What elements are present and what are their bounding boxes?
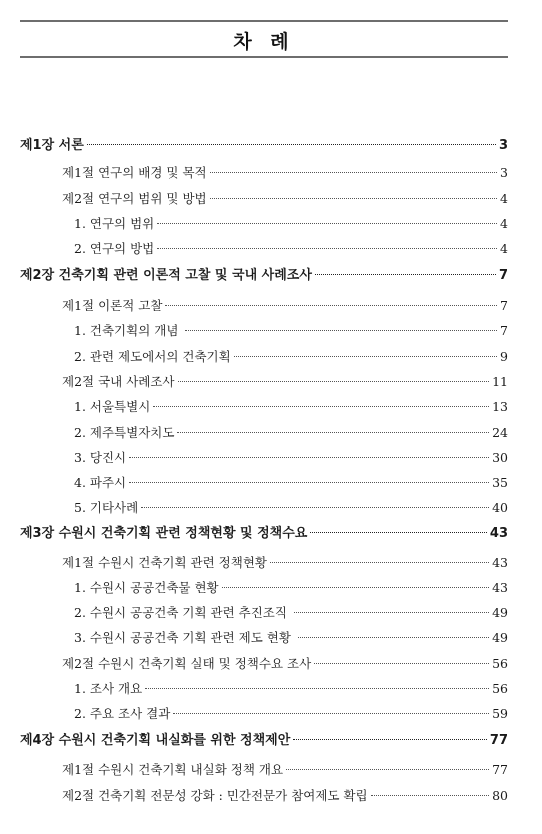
entry-title: 1. 조사 개요 [74, 681, 143, 696]
subsection-entry[interactable] [74, 679, 508, 699]
entry-title: 제2장 건축기획 관련 이론적 고찰 및 국내 사례조사 [20, 268, 312, 283]
entry-title: 제1장 서론 [20, 138, 84, 153]
dot-leader [314, 663, 489, 664]
subsection-entry[interactable] [74, 473, 508, 493]
subsection-entry[interactable] [74, 498, 508, 518]
page-number: 13 [492, 399, 508, 414]
dot-leader [165, 305, 497, 306]
page-number: 56 [492, 681, 508, 696]
section-entry[interactable] [62, 553, 508, 573]
dot-leader [129, 482, 489, 483]
page-number: 59 [492, 706, 508, 721]
title-bottom-rule [20, 56, 508, 58]
entry-title: 1. 수원시 공공건축물 현황 [74, 580, 219, 595]
subsection-entry[interactable] [74, 397, 508, 417]
page-number: 43 [489, 526, 508, 541]
page-title: 차 례 [233, 31, 295, 53]
entry-title: 3. 당진시 [74, 450, 127, 465]
entry-title: 제1절 수원시 건축기획 내실화 정책 개요 [62, 762, 284, 777]
entry-title: 2. 연구의 방법 [74, 241, 155, 256]
subsection-entry[interactable] [74, 423, 508, 443]
entry-title: 3. 수원시 공공건축 기획 관련 제도 현황 [74, 630, 295, 645]
section-entry[interactable] [62, 760, 508, 780]
page-number: 43 [492, 555, 508, 570]
entry-title: 제2절 건축기획 전문성 강화 : 민간전문가 참여제도 확립 [62, 788, 368, 803]
dot-leader [210, 198, 497, 199]
chapter-entry[interactable] [20, 524, 508, 544]
entry-title: 제2절 국내 사례조사 [62, 374, 175, 389]
section-entry[interactable] [62, 654, 508, 674]
dot-leader [310, 532, 487, 533]
section-entry[interactable] [62, 372, 508, 392]
entry-title: 4. 파주시 [74, 475, 127, 490]
dot-leader [173, 713, 489, 714]
dot-leader [153, 406, 489, 407]
page-number: 24 [492, 425, 508, 440]
page-number: 4 [500, 216, 508, 231]
dot-leader [145, 688, 489, 689]
dot-leader [222, 587, 489, 588]
page-number: 9 [500, 349, 508, 364]
page-number: 7 [500, 323, 508, 338]
subsection-entry[interactable] [74, 603, 508, 623]
entry-title: 제4장 수원시 건축기획 내실화를 위한 정책제안 [20, 733, 291, 748]
page-number: 7 [500, 298, 508, 313]
chapter-entry[interactable] [20, 731, 508, 751]
dot-leader [270, 562, 489, 563]
dot-leader [286, 769, 489, 770]
dot-leader [210, 172, 497, 173]
page-number: 4 [500, 191, 508, 206]
dot-leader [298, 637, 489, 638]
entry-title: 1. 서울특별시 [74, 399, 151, 414]
subsection-entry[interactable] [74, 239, 508, 259]
page-number: 30 [492, 450, 508, 465]
chapter-entry[interactable] [20, 136, 508, 156]
dot-leader [234, 356, 497, 357]
dot-leader [371, 795, 489, 796]
entry-title: 제1절 이론적 고찰 [62, 298, 163, 313]
page-number: 7 [498, 268, 508, 283]
page-number: 35 [492, 475, 508, 490]
entry-title: 5. 기타사례 [74, 500, 139, 515]
page-number: 49 [492, 630, 508, 645]
subsection-entry[interactable] [74, 214, 508, 234]
section-entry[interactable] [62, 786, 508, 806]
page-number: 11 [492, 374, 508, 389]
subsection-entry[interactable] [74, 448, 508, 468]
entry-title: 1. 연구의 범위 [74, 216, 155, 231]
page-number: 56 [492, 656, 508, 671]
section-entry[interactable] [62, 189, 508, 209]
subsection-entry[interactable] [74, 578, 508, 598]
dot-leader [178, 381, 490, 382]
subsection-entry[interactable] [74, 321, 508, 341]
entry-title: 1. 건축기획의 개념 [74, 323, 183, 338]
page-number: 4 [500, 241, 508, 256]
dot-leader [87, 144, 496, 145]
subsection-entry[interactable] [74, 347, 508, 367]
dot-leader [315, 274, 496, 275]
page-number: 80 [492, 788, 508, 803]
dot-leader [157, 248, 497, 249]
page-number: 77 [492, 762, 508, 777]
entry-title: 2. 수원시 공공건축 기획 관련 추진조직 [74, 605, 291, 620]
page-number: 49 [492, 605, 508, 620]
dot-leader [141, 507, 489, 508]
page-number: 77 [489, 733, 508, 748]
entry-title: 제1절 연구의 배경 및 목적 [62, 165, 207, 180]
dot-leader [294, 612, 489, 613]
page-number: 43 [492, 580, 508, 595]
entry-title: 2. 주요 조사 결과 [74, 706, 171, 721]
entry-title: 제3장 수원시 건축기획 관련 정책현황 및 정책수요 [20, 526, 308, 541]
chapter-entry[interactable] [20, 266, 508, 286]
section-entry[interactable] [62, 163, 508, 183]
section-entry[interactable] [62, 296, 508, 316]
page-number: 3 [500, 165, 508, 180]
page-number: 3 [498, 138, 508, 153]
page-number: 40 [492, 500, 508, 515]
subsection-entry[interactable] [74, 704, 508, 724]
entry-title: 제2절 연구의 범위 및 방법 [62, 191, 207, 206]
entry-title: 제1절 수원시 건축기획 관련 정책현황 [62, 555, 267, 570]
subsection-entry[interactable] [74, 628, 508, 648]
entry-title: 2. 제주특별자치도 [74, 425, 175, 440]
dot-leader [293, 739, 487, 740]
entry-title: 2. 관련 제도에서의 건축기획 [74, 349, 231, 364]
dot-leader [157, 223, 497, 224]
title-top-rule [20, 20, 508, 22]
entry-title: 제2절 수원시 건축기획 실태 및 정책수요 조사 [62, 656, 312, 671]
dot-leader [177, 432, 489, 433]
dot-leader [129, 457, 489, 458]
dot-leader [185, 330, 497, 331]
